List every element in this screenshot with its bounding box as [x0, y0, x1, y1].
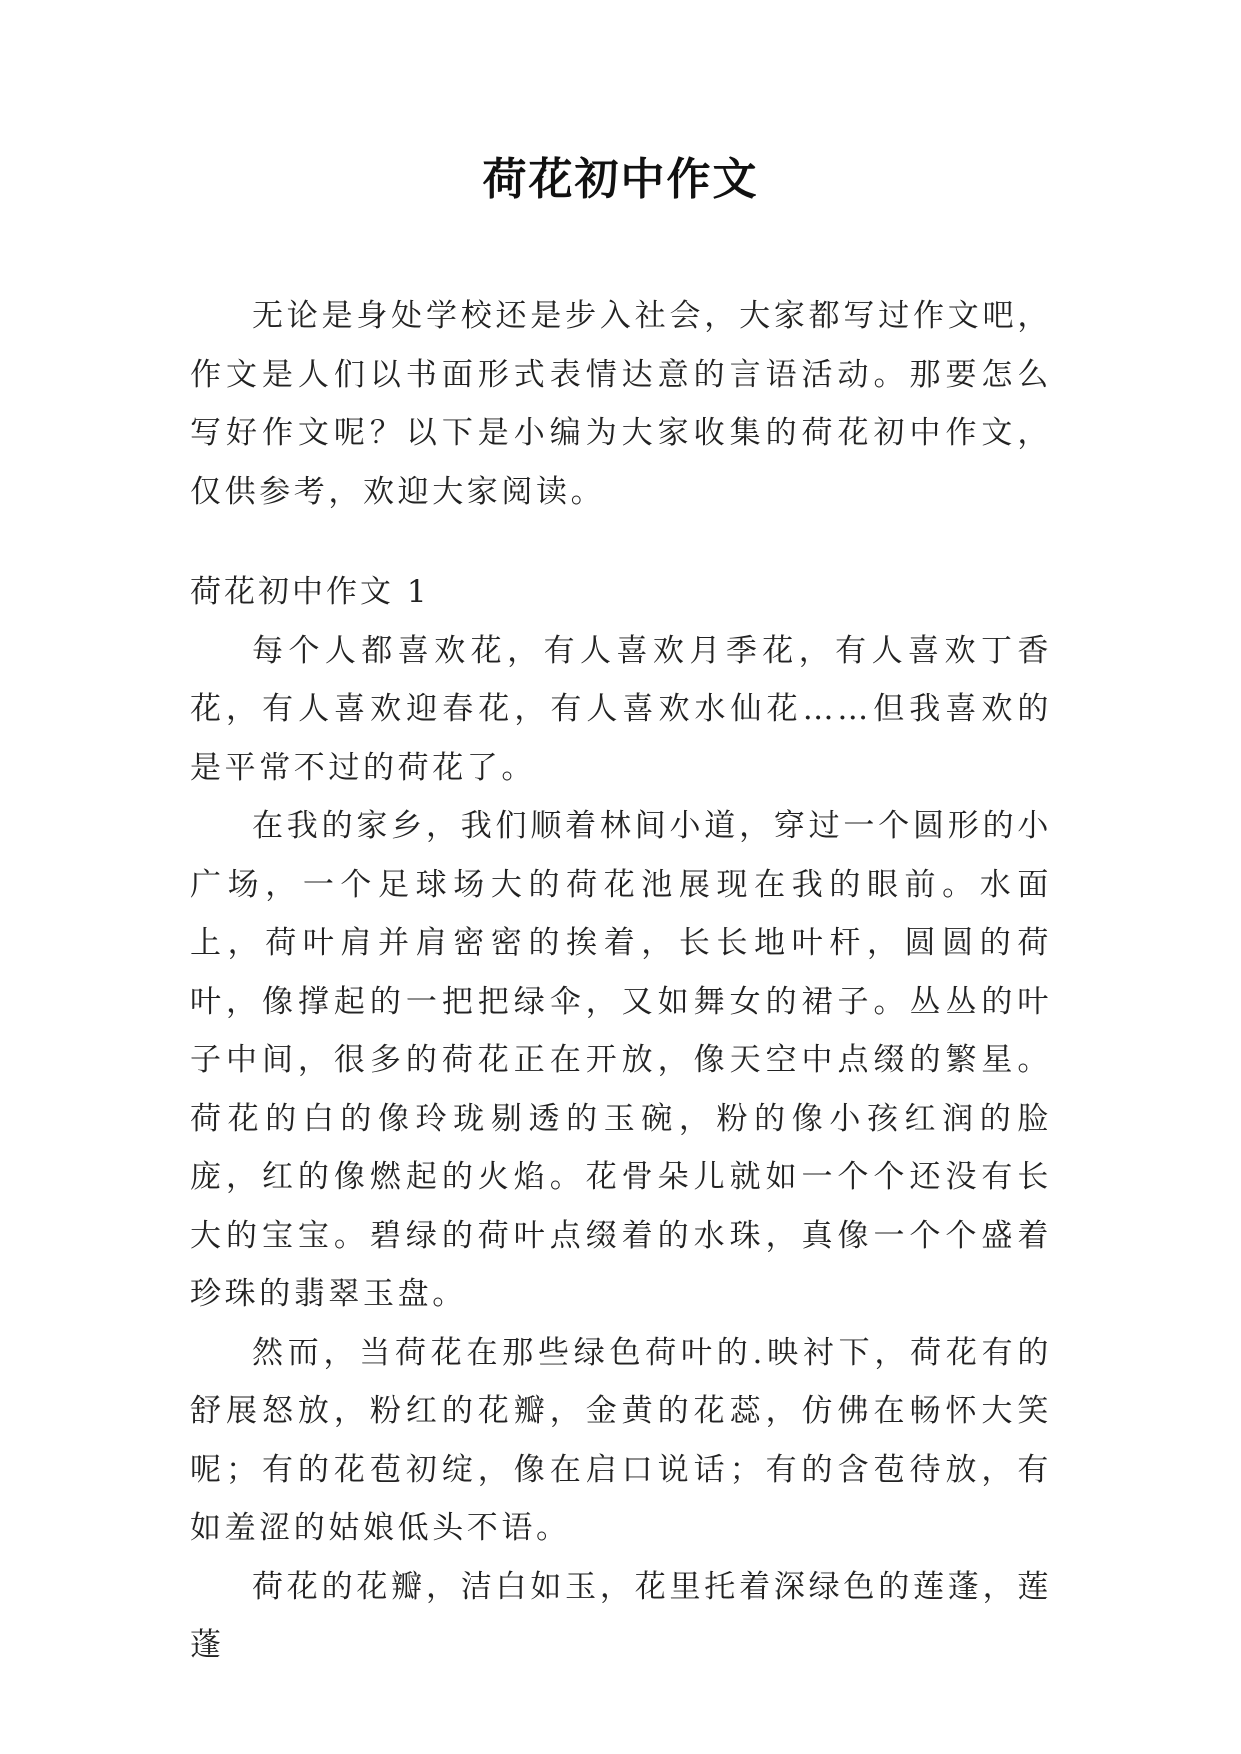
document-title: 荷花初中作文 — [482, 154, 759, 205]
body-paragraph: 在我的家乡，我们顺着林间小道，穿过一个圆形的小广场，一个足球场大的荷花池展现在我的眼前。水面上，荷叶肩并肩密密的挨着，长长地叶杆，圆圆的荷叶，像撑起的一把把绿伞，又如舞女的裙子。丛丛的叶子中间，很多的荷花正在开放，像天空中点缀的繁星。荷花的白的像玲珑剔透的玉碗，粉的像小孩红润的脸庞，红的像燃起的火焰。花骨朵儿就如一个个还没有长大的宝宝。碧绿的荷叶点缀着的水珠，真像一个个盛着珍珠的翡翠玉盘。 — [190, 808, 1052, 1312]
body-paragraph: 荷花的花瓣，洁白如玉，花里托着深绿色的莲蓬，莲蓬 — [190, 1568, 1052, 1663]
spacer — [190, 521, 1052, 563]
section-heading: 荷花初中作文 1 — [190, 574, 430, 610]
intro-paragraph: 无论是身处学校还是步入社会，大家都写过作文吧，作文是人们以书面形式表情达意的言语活动。那要怎么写好作文呢？以下是小编为大家收集的荷花初中作文，仅供参考，欢迎大家阅读。 — [190, 298, 1052, 510]
body-paragraph: 每个人都喜欢花，有人喜欢月季花，有人喜欢丁香花，有人喜欢迎春花，有人喜欢水仙花……但我喜欢的是平常不过的荷花了。 — [190, 632, 1052, 786]
body-paragraph: 然而，当荷花在那些绿色荷叶的.映衬下，荷花有的舒展怒放，粉红的花瓣，金黄的花蕊，仿佛在畅怀大笑呢；有的花苞初绽，像在启口说话；有的含苞待放，有如羞涩的姑娘低头不语。 — [190, 1334, 1052, 1546]
document-body — [190, 287, 1052, 1675]
